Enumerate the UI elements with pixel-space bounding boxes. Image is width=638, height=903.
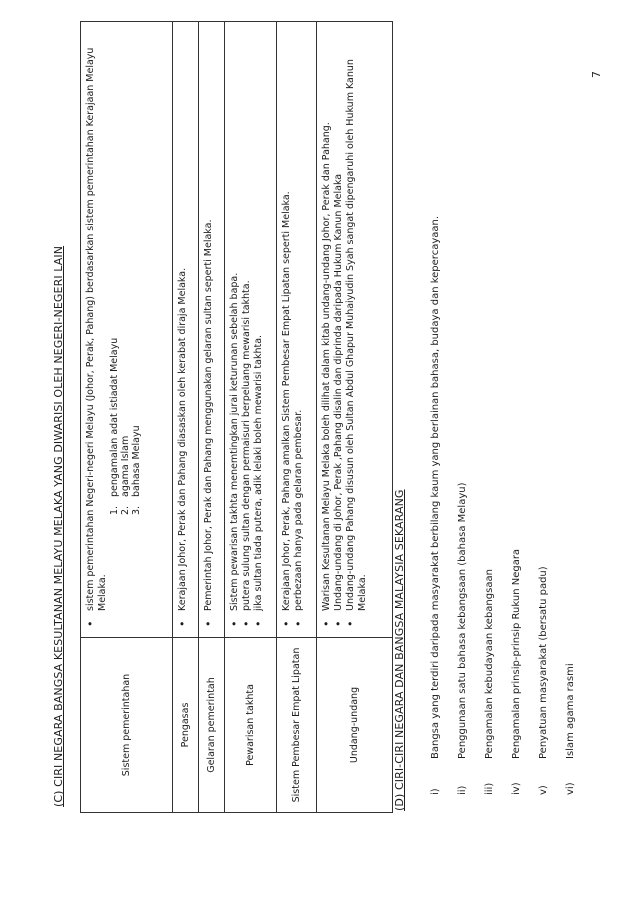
row-label: Pewarisan takhta xyxy=(225,638,277,813)
section-c-title: (C) CIRI NEGARA BANGSA KESULTANAN MELAYU MELAKA YANG DIWARISI OLEH NEGERI-NEGERI LAIN xyxy=(52,245,65,807)
bullet-item: • Warisan Kesultanan Melayu Melaka boleh dilihat dalam kitab undang-undang Johor, Perak dan Pahang. xyxy=(321,28,333,633)
list-item: iv) Pengamalan prinsip-prinsip Rukun Negara xyxy=(511,548,522,795)
list-item: iii) Pengamalan kebudayaan kebangsaan xyxy=(484,569,495,795)
row-content xyxy=(317,22,393,638)
bullet-item: • sistem pemerintahan Negeri-negeri Melayu (Johor, Perak, Pahang) berdasarkan sistem pemerintahan Kerajaan Melayu Melaka. xyxy=(85,28,109,633)
sub-item: 3. bahasa Melayu xyxy=(131,425,142,515)
page-number: 7 xyxy=(590,71,603,78)
row-content xyxy=(277,22,317,638)
row-content xyxy=(225,22,277,638)
bullet-item: • Sistem pewarisan takhta menemtingkan jurai keturunan sebelah bapa. xyxy=(229,28,241,633)
row-content xyxy=(199,22,225,638)
bullet-item: • putera sulung sultan dengan permaisuri berpeluang mewarisi takhta. xyxy=(241,28,253,633)
bullet-item: • Kerajaan Johor, Perak, Pahang amalkan Sistem Pembesar Empat Lipatan seperti Melaka. xyxy=(281,28,293,633)
table-row xyxy=(317,22,393,813)
bullet-item: • Undang-undang Pahang disusun oleh Sultan Abdul Ghapur Muhaiyudin Syah sangat dipengaruhi oleh Hukum Kanun Melaka. xyxy=(345,28,369,633)
table-row xyxy=(173,22,199,813)
row-label: Sistem pemerintahan xyxy=(81,638,173,813)
table-row xyxy=(225,22,277,813)
list-item: i) Bangsa yang terdiri daripada masyarakat berbilang kaum yang berlainan bahasa, budaya dan kepercayaan. xyxy=(430,215,441,795)
table-row xyxy=(277,22,317,813)
list-item: v) Penyatuan masyarakat (bersatu padu) xyxy=(538,566,549,795)
section-d-list xyxy=(430,215,592,795)
row-content xyxy=(81,22,173,638)
list-item: ii) Penggunaan satu bahasa kebangsaan (bahasa Melayu) xyxy=(457,482,468,795)
sub-item: 2. agama Islam xyxy=(120,435,131,515)
sub-item: 1. pengamalan adat istiadat Melayu xyxy=(109,337,120,515)
row-label: Undang-undang xyxy=(317,638,393,813)
heritage-table xyxy=(80,21,393,813)
row-content xyxy=(173,22,199,638)
table-row xyxy=(199,22,225,813)
row-label: Gelaran pemerintah xyxy=(199,638,225,813)
row-label: Pengasas xyxy=(173,638,199,813)
bullet-item: • Pemerintah Johor, Perak dan Pahang menggunakan gelaran sultan seperti Melaka. xyxy=(203,28,215,633)
row-label: Sistem Pembesar Empat Lipatan xyxy=(277,638,317,813)
table-row xyxy=(81,22,173,813)
section-d-title: (D) CIRI-CIRI NEGARA DAN BANGSA MALAYSIA SEKARANG xyxy=(393,489,406,811)
bullet-item: • perbezaan hanya pada gelaran pembesar. xyxy=(293,28,305,633)
list-item: vi) Islam agama rasmi xyxy=(565,663,576,795)
bullet-item: • Undang-undang di Johor, Perak ,Pahang disalin dan diprinda daripada Hukum Kanun Melaka xyxy=(333,28,345,633)
bullet-item: • Kerajaan Johor, Perak dan Pahang diasaskan oleh kerabat diraja Melaka. xyxy=(177,28,189,633)
bullet-item: • jika sultan tiada putera, adik lelaki boleh mewarisi takhta. xyxy=(253,28,265,633)
